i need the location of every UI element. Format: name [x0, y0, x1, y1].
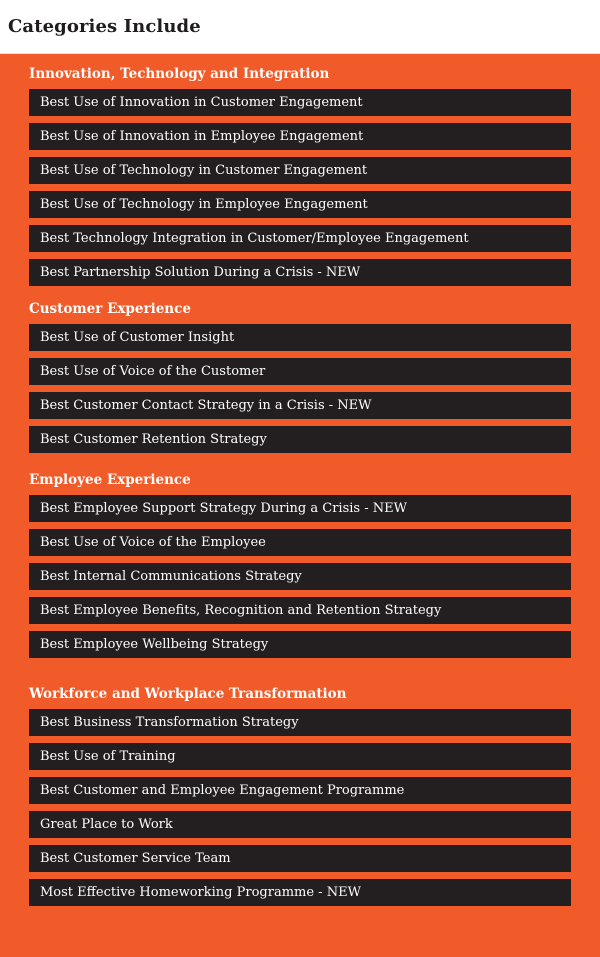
- category-item: Best Use of Voice of the Customer: [29, 358, 571, 385]
- category-item: Best Internal Communications Strategy: [29, 563, 571, 590]
- category-item: Best Employee Support Strategy During a Crisis - NEW: [29, 495, 571, 522]
- category-item: Best Use of Technology in Customer Engagement: [29, 157, 571, 184]
- category-item: Great Place to Work: [29, 811, 571, 838]
- section-workforce-workplace-transformation: [29, 684, 571, 906]
- category-item: Best Customer Contact Strategy in a Crisis - NEW: [29, 392, 571, 419]
- category-list: [29, 89, 571, 286]
- category-item: Best Use of Technology in Employee Engagement: [29, 191, 571, 218]
- section-employee-experience: [29, 470, 571, 658]
- section-title: Customer Experience: [29, 301, 191, 317]
- categories-content: [0, 54, 600, 906]
- page-title: Categories Include: [8, 16, 201, 37]
- category-item: Best Business Transformation Strategy: [29, 709, 571, 736]
- category-item: Best Technology Integration in Customer/Employee Engagement: [29, 225, 571, 252]
- category-item: Best Partnership Solution During a Crisis - NEW: [29, 259, 571, 286]
- category-list: [29, 324, 571, 453]
- section-innovation-technology-integration: [29, 64, 571, 286]
- category-item: Best Customer Retention Strategy: [29, 426, 571, 453]
- category-item: Best Employee Wellbeing Strategy: [29, 631, 571, 658]
- category-item: Best Use of Voice of the Employee: [29, 529, 571, 556]
- category-list: [29, 709, 571, 906]
- section-title: Innovation, Technology and Integration: [29, 66, 330, 82]
- category-item: Best Use of Training: [29, 743, 571, 770]
- category-item: Best Employee Benefits, Recognition and Retention Strategy: [29, 597, 571, 624]
- section-title: Workforce and Workplace Transformation: [29, 686, 347, 702]
- category-item: Best Customer and Employee Engagement Programme: [29, 777, 571, 804]
- section-title: Employee Experience: [29, 472, 191, 488]
- page-header: [0, 0, 600, 54]
- category-item: Best Use of Innovation in Customer Engagement: [29, 89, 571, 116]
- category-list: [29, 495, 571, 658]
- category-item: Best Use of Innovation in Employee Engagement: [29, 123, 571, 150]
- category-item: Most Effective Homeworking Programme - NEW: [29, 879, 571, 906]
- category-item: Best Use of Customer Insight: [29, 324, 571, 351]
- section-customer-experience: [29, 299, 571, 453]
- category-item: Best Customer Service Team: [29, 845, 571, 872]
